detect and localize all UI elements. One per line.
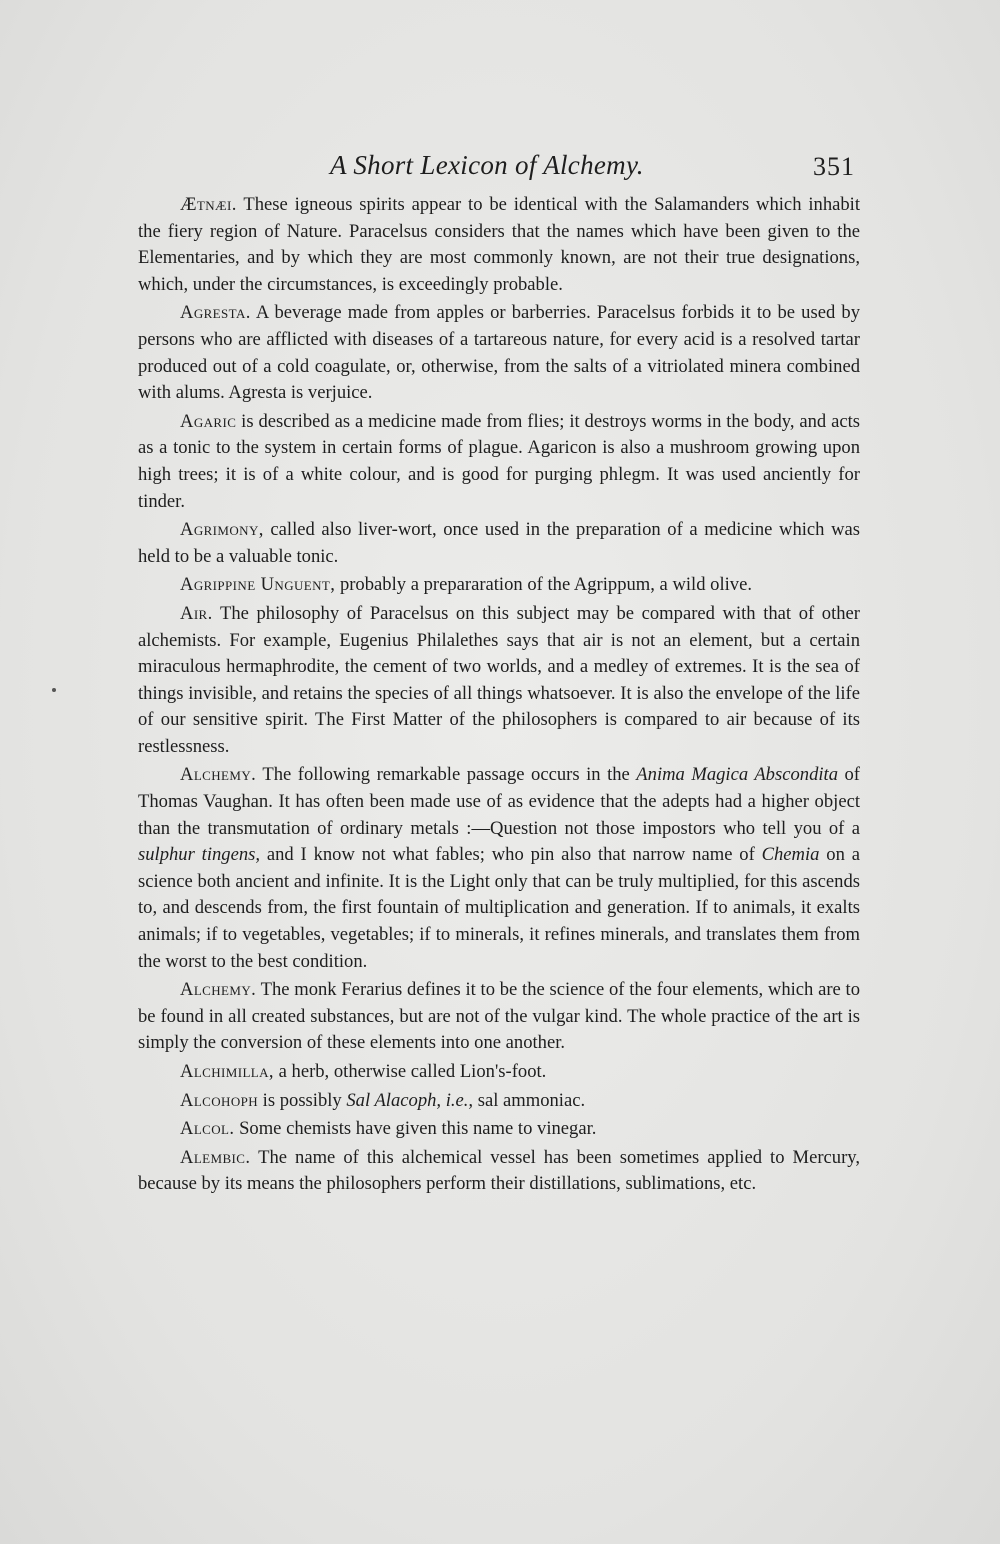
entry-text: The name of this alchemical vessel has been sometimes applied to Mercury, because by its means the philosophers perform their distillations, sublimations, etc. xyxy=(138,1146,860,1195)
entry-italic-term: Sal Alacoph, i.e., xyxy=(346,1089,474,1111)
entry-agaric xyxy=(138,409,860,515)
entry-alchemy-ferarius xyxy=(138,977,860,1057)
entry-italic-title: Anima Magica Abscondita xyxy=(636,764,838,786)
entry-headword: Alchemy. xyxy=(180,979,257,1001)
entry-headword: Agaric xyxy=(180,410,237,432)
entry-text: probably a prepararation of the Agrippum, a wild olive. xyxy=(335,574,752,596)
entry-headword: Agresta. xyxy=(180,302,251,324)
entry-italic-term: Chemia xyxy=(761,844,820,866)
entry-headword: Ætnæi. xyxy=(180,194,237,215)
entry-text: These igneous spirits appear to be identical with the Salamanders which inhabit the fiery region of Nature. Paracelsus considers that the names which have been given to the Elementaries, and by which they are most commonly known, are not their true designations, which, under the circumstances, is exceedingly probable. xyxy=(138,194,860,295)
entry-headword: Alchemy. xyxy=(180,764,257,786)
entry-air xyxy=(138,601,860,761)
entry-headword: Air. xyxy=(180,602,213,624)
entry-text: The monk Ferarius defines it to be the science of the four elements, which are to be found in all created substances, but are not of the vulgar kind. The whole practice of the art is simply the conversion of these elements into one another. xyxy=(138,979,860,1054)
entry-aetnaei xyxy=(138,192,860,298)
lexicon-body xyxy=(138,192,860,1200)
entry-alchemy-vaughan xyxy=(138,762,860,975)
entry-headword: Alembic. xyxy=(180,1146,251,1168)
entry-alcol xyxy=(138,1116,860,1143)
entry-text: The following remarkable passage occurs in the xyxy=(256,764,637,786)
margin-speck xyxy=(52,688,56,692)
entry-headword: Alcohoph xyxy=(180,1089,259,1111)
entry-text: of Thomas Vaughan. It has often been made use of as evidence that the adepts had a higher object than the transmutation of ordinary metals :—Question not those impostors who tell you of a xyxy=(138,764,861,839)
entry-text: called also liver-wort, once used in the preparation of a medicine which was held to be a valuable tonic. xyxy=(138,519,860,567)
running-title: A Short Lexicon of Alchemy. xyxy=(330,150,644,180)
entry-alembic xyxy=(138,1145,860,1198)
entry-headword: Alchimilla, xyxy=(180,1061,274,1082)
entry-text: is possibly xyxy=(258,1089,347,1111)
entry-text: on a science both ancient and infinite. It is the Light only that can be truly multiplied, for this ascends to, and descends from, the first fountain of multiplication and generation. If to animals, it exalts animals; if to vegetables, vegetables; if to minerals, it refines minerals, and translates them from the worst to the best condition. xyxy=(138,844,860,972)
entry-headword: Alcol. xyxy=(180,1118,235,1140)
entry-text: Some chemists have given this name to vinegar. xyxy=(234,1118,597,1140)
entry-text: sal ammoniac. xyxy=(473,1089,586,1111)
entry-headword: Agrimony, xyxy=(180,519,264,541)
page-number: 351 xyxy=(813,152,855,181)
entry-alcohoph xyxy=(138,1088,860,1115)
running-head xyxy=(0,150,1000,190)
entry-text: and I know not what fables; who pin also that narrow name of xyxy=(260,844,762,866)
entry-text: The philosophy of Paracelsus on this subject may be compared with that of other alchemists. For example, Eugenius Philalethes says that air is not an element, but a certain miraculous hermaphrodite, the cement of two worlds, and a medley of extremes. It is the sea of things invisible, and retains the species of all things whatsoever. It is also the envelope of the life of our sensitive spirit. The First Matter of the philosophers is compared to air because of its restlessness. xyxy=(138,602,860,757)
entry-italic-term: sulphur tingens, xyxy=(138,844,261,866)
entry-agrimony xyxy=(138,517,860,570)
entry-alchimilla xyxy=(138,1059,860,1086)
entry-text: is described as a medicine made from flies; it destroys worms in the body, and acts as a tonic to the system in certain forms of plague. Agaricon is also a mushroom growing upon high trees; it is of a white colour, and is good for purging phlegm. It was used anciently for tinder. xyxy=(138,410,860,512)
entry-text: A beverage made from apples or barberries. Paracelsus forbids it to be used by persons who are afflicted with diseases of a tartareous nature, for every acid is a resolved tartar produced out of a cold coagulate, or, otherwise, from the salts of a vitriolated minera combined with alums. Agresta is verjuice. xyxy=(138,302,860,404)
entry-agresta xyxy=(138,300,860,406)
entry-agrippine-unguent xyxy=(138,572,860,599)
entry-text: a herb, otherwise called Lion's-foot. xyxy=(273,1061,547,1082)
entry-headword: Agrippine Unguent, xyxy=(180,574,336,596)
